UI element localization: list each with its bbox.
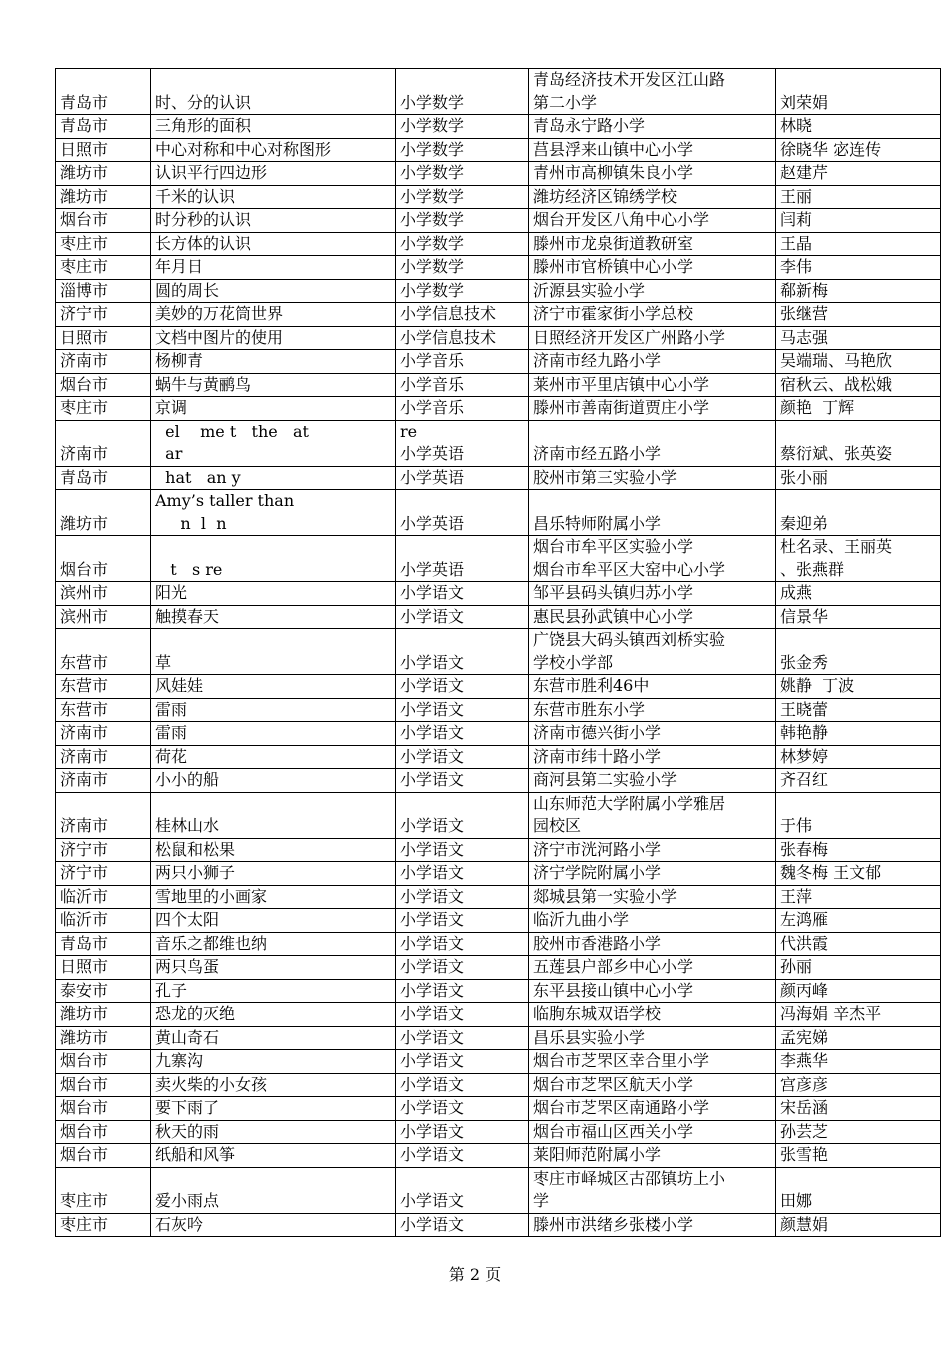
city-cell: 济南市: [56, 722, 151, 746]
table-row: [56, 536, 941, 582]
city-cell: 烟台市: [56, 1120, 151, 1144]
school-cell: 山东师范大学附属小学雅居 园校区: [529, 792, 776, 838]
city-cell: 日照市: [56, 138, 151, 162]
lesson-title-cell: 触摸春天: [151, 605, 396, 629]
school-cell: 莱州市平里店镇中心小学: [529, 373, 776, 397]
table-row: [56, 162, 941, 186]
table-row: [56, 1003, 941, 1027]
subject-cell: 小学音乐: [396, 397, 529, 421]
lesson-title-cell: 认识平行四边形: [151, 162, 396, 186]
table-row: [56, 1167, 941, 1213]
lesson-title-cell: 三角形的面积: [151, 115, 396, 139]
table-row: [56, 209, 941, 233]
subject-cell: 小学语文: [396, 1120, 529, 1144]
lesson-title-cell: 桂林山水: [151, 792, 396, 838]
table-row: [56, 1097, 941, 1121]
page-footer: 第 2 页: [448, 1265, 502, 1284]
city-cell: 济南市: [56, 769, 151, 793]
school-cell: 潍坊经济区锦绣学校: [529, 185, 776, 209]
table-row: [56, 490, 941, 536]
teacher-cell: 马志强: [776, 326, 941, 350]
lesson-title-cell: 阳光: [151, 582, 396, 606]
subject-cell: 小学数学: [396, 279, 529, 303]
table-row: [56, 629, 941, 675]
city-cell: 滨州市: [56, 582, 151, 606]
teacher-cell: 颜艳 丁辉: [776, 397, 941, 421]
subject-cell: 小学数学: [396, 232, 529, 256]
table-row: [56, 115, 941, 139]
lesson-title-cell: 雷雨: [151, 722, 396, 746]
teacher-cell: 颜慧娟: [776, 1213, 941, 1237]
lesson-title-cell: hat an y: [151, 466, 396, 490]
table-row: [56, 185, 941, 209]
school-cell: 郯城县第一实验小学: [529, 885, 776, 909]
lesson-title-cell: 风娃娃: [151, 675, 396, 699]
teacher-cell: 张雪艳: [776, 1144, 941, 1168]
data-table: [55, 68, 941, 1237]
city-cell: 济宁市: [56, 838, 151, 862]
city-cell: 烟台市: [56, 209, 151, 233]
subject-cell: 小学信息技术: [396, 303, 529, 327]
city-cell: 青岛市: [56, 69, 151, 115]
teacher-cell: 颜丙峰: [776, 979, 941, 1003]
teacher-cell: 宿秋云、战松娥: [776, 373, 941, 397]
subject-cell: 小学信息技术: [396, 326, 529, 350]
school-cell: 烟台市福山区西关小学: [529, 1120, 776, 1144]
school-cell: 青岛永宁路小学: [529, 115, 776, 139]
teacher-cell: 李伟: [776, 256, 941, 280]
lesson-title-cell: 雷雨: [151, 698, 396, 722]
lesson-title-cell: 恐龙的灭绝: [151, 1003, 396, 1027]
lesson-title-cell: 小小的船: [151, 769, 396, 793]
table-row: [56, 232, 941, 256]
city-cell: 泰安市: [56, 979, 151, 1003]
subject-cell: 小学语文: [396, 979, 529, 1003]
school-cell: 沂源县实验小学: [529, 279, 776, 303]
table-row: [56, 582, 941, 606]
subject-cell: 小学语文: [396, 582, 529, 606]
teacher-cell: 吴端瑞、马艳欣: [776, 350, 941, 374]
table-row: [56, 1213, 941, 1237]
subject-cell: re 小学英语: [396, 420, 529, 466]
table-row: [56, 675, 941, 699]
lesson-title-cell: 爱小雨点: [151, 1167, 396, 1213]
subject-cell: 小学语文: [396, 885, 529, 909]
city-cell: 枣庄市: [56, 1167, 151, 1213]
subject-cell: 小学数学: [396, 69, 529, 115]
lesson-title-cell: 文档中图片的使用: [151, 326, 396, 350]
table-row: [56, 862, 941, 886]
table-row: [56, 769, 941, 793]
table-row: [56, 466, 941, 490]
teacher-cell: 孟宪娣: [776, 1026, 941, 1050]
teacher-cell: 冯海娟 辛杰平: [776, 1003, 941, 1027]
table-row: [56, 69, 941, 115]
city-cell: 潍坊市: [56, 1026, 151, 1050]
city-cell: 烟台市: [56, 373, 151, 397]
table-row: [56, 1050, 941, 1074]
city-cell: 济宁市: [56, 303, 151, 327]
teacher-cell: 田娜: [776, 1167, 941, 1213]
lesson-title-cell: 草: [151, 629, 396, 675]
school-cell: 济南市经九路小学: [529, 350, 776, 374]
school-cell: 烟台市芝罘区航天小学: [529, 1073, 776, 1097]
subject-cell: 小学音乐: [396, 373, 529, 397]
subject-cell: 小学语文: [396, 1073, 529, 1097]
school-cell: 济宁市洸河路小学: [529, 838, 776, 862]
teacher-cell: 刘荣娟: [776, 69, 941, 115]
subject-cell: 小学数学: [396, 138, 529, 162]
lesson-title-cell: 长方体的认识: [151, 232, 396, 256]
table-row: [56, 303, 941, 327]
school-cell: 枣庄市峄城区古邵镇坊上小 学: [529, 1167, 776, 1213]
school-cell: 滕州市龙泉街道教研室: [529, 232, 776, 256]
lesson-title-cell: 孔子: [151, 979, 396, 1003]
lesson-title-cell: el me t the at ar: [151, 420, 396, 466]
table-row: [56, 138, 941, 162]
school-cell: 烟台市芝罘区南通路小学: [529, 1097, 776, 1121]
lesson-title-cell: 要下雨了: [151, 1097, 396, 1121]
teacher-cell: 张金秀: [776, 629, 941, 675]
school-cell: 济宁学院附属小学: [529, 862, 776, 886]
subject-cell: 小学语文: [396, 956, 529, 980]
subject-cell: 小学语文: [396, 1003, 529, 1027]
subject-cell: 小学语文: [396, 675, 529, 699]
school-cell: 日照经济开发区广州路小学: [529, 326, 776, 350]
table-row: [56, 1144, 941, 1168]
subject-cell: 小学语文: [396, 1167, 529, 1213]
lesson-title-cell: 蜗牛与黄鹂鸟: [151, 373, 396, 397]
teacher-cell: 张春梅: [776, 838, 941, 862]
teacher-cell: 徐晓华 宓连传: [776, 138, 941, 162]
teacher-cell: 于伟: [776, 792, 941, 838]
city-cell: 枣庄市: [56, 1213, 151, 1237]
subject-cell: 小学语文: [396, 1213, 529, 1237]
table-row: [56, 698, 941, 722]
table-row: [56, 1073, 941, 1097]
school-cell: 五莲县户部乡中心小学: [529, 956, 776, 980]
lesson-title-cell: 美妙的万花筒世界: [151, 303, 396, 327]
lesson-title-cell: 中心对称和中心对称图形: [151, 138, 396, 162]
city-cell: 潍坊市: [56, 162, 151, 186]
teacher-cell: 赵建芹: [776, 162, 941, 186]
table-row: [56, 979, 941, 1003]
teacher-cell: 宫彦彦: [776, 1073, 941, 1097]
subject-cell: 小学英语: [396, 490, 529, 536]
table-row: [56, 605, 941, 629]
teacher-cell: 秦迎弟: [776, 490, 941, 536]
city-cell: 潍坊市: [56, 185, 151, 209]
table-row: [56, 1026, 941, 1050]
table-row: [56, 838, 941, 862]
city-cell: 烟台市: [56, 1144, 151, 1168]
city-cell: 枣庄市: [56, 232, 151, 256]
subject-cell: 小学数学: [396, 209, 529, 233]
subject-cell: 小学英语: [396, 466, 529, 490]
city-cell: 滨州市: [56, 605, 151, 629]
lesson-title-cell: 荷花: [151, 745, 396, 769]
table-row: [56, 373, 941, 397]
lesson-title-cell: 千米的认识: [151, 185, 396, 209]
school-cell: 滕州市善南街道贾庄小学: [529, 397, 776, 421]
teacher-cell: 韩艳静: [776, 722, 941, 746]
school-cell: 昌乐县实验小学: [529, 1026, 776, 1050]
teacher-cell: 林晓: [776, 115, 941, 139]
city-cell: 济南市: [56, 350, 151, 374]
school-cell: 东平县接山镇中心小学: [529, 979, 776, 1003]
city-cell: 潍坊市: [56, 490, 151, 536]
teacher-cell: 杜名录、王丽英 、张燕群: [776, 536, 941, 582]
lesson-title-cell: 黄山奇石: [151, 1026, 396, 1050]
city-cell: 东营市: [56, 675, 151, 699]
lesson-title-cell: 时分秒的认识: [151, 209, 396, 233]
city-cell: 济宁市: [56, 862, 151, 886]
teacher-cell: 代洪霞: [776, 932, 941, 956]
teacher-cell: 孙芸芝: [776, 1120, 941, 1144]
subject-cell: 小学语文: [396, 698, 529, 722]
lesson-title-cell: 卖火柴的小女孩: [151, 1073, 396, 1097]
teacher-cell: 张小丽: [776, 466, 941, 490]
subject-cell: 小学语文: [396, 792, 529, 838]
city-cell: 临沂市: [56, 885, 151, 909]
table-row: [56, 792, 941, 838]
school-cell: 烟台开发区八角中心小学: [529, 209, 776, 233]
city-cell: 日照市: [56, 326, 151, 350]
city-cell: 济南市: [56, 792, 151, 838]
lesson-title-cell: 音乐之都维也纳: [151, 932, 396, 956]
lesson-title-cell: 时、分的认识: [151, 69, 396, 115]
subject-cell: 小学语文: [396, 1050, 529, 1074]
city-cell: 枣庄市: [56, 256, 151, 280]
school-cell: 烟台市牟平区实验小学 烟台市牟平区大窑中心小学: [529, 536, 776, 582]
subject-cell: 小学语文: [396, 629, 529, 675]
table-row: [56, 420, 941, 466]
school-cell: 济南市纬十路小学: [529, 745, 776, 769]
teacher-cell: 蔡衍斌、张英姿: [776, 420, 941, 466]
subject-cell: 小学数学: [396, 162, 529, 186]
table-row: [56, 1120, 941, 1144]
teacher-cell: 信景华: [776, 605, 941, 629]
teacher-cell: 魏冬梅 王文郁: [776, 862, 941, 886]
subject-cell: 小学语文: [396, 1144, 529, 1168]
school-cell: 胶州市香港路小学: [529, 932, 776, 956]
subject-cell: 小学语文: [396, 1097, 529, 1121]
city-cell: 淄博市: [56, 279, 151, 303]
lesson-title-cell: 纸船和风筝: [151, 1144, 396, 1168]
school-cell: 商河县第二实验小学: [529, 769, 776, 793]
table-row: [56, 350, 941, 374]
city-cell: 济南市: [56, 745, 151, 769]
subject-cell: 小学语文: [396, 909, 529, 933]
teacher-cell: 王丽: [776, 185, 941, 209]
city-cell: 东营市: [56, 698, 151, 722]
table-row: [56, 256, 941, 280]
teacher-cell: 姚静 丁波: [776, 675, 941, 699]
teacher-cell: 郗新梅: [776, 279, 941, 303]
subject-cell: 小学语文: [396, 605, 529, 629]
lesson-title-cell: t s re: [151, 536, 396, 582]
lesson-title-cell: Amy’s taller than n l n: [151, 490, 396, 536]
teacher-cell: 王晶: [776, 232, 941, 256]
table-body: [56, 69, 941, 1237]
teacher-cell: 齐召红: [776, 769, 941, 793]
teacher-cell: 林梦婷: [776, 745, 941, 769]
teacher-cell: 张继营: [776, 303, 941, 327]
city-cell: 烟台市: [56, 1073, 151, 1097]
subject-cell: 小学语文: [396, 1026, 529, 1050]
subject-cell: 小学语文: [396, 745, 529, 769]
school-cell: 青岛经济技术开发区江山路 第二小学: [529, 69, 776, 115]
lesson-title-cell: 京调: [151, 397, 396, 421]
city-cell: 枣庄市: [56, 397, 151, 421]
table-row: [56, 279, 941, 303]
subject-cell: 小学语文: [396, 838, 529, 862]
lesson-title-cell: 两只小狮子: [151, 862, 396, 886]
teacher-cell: 成燕: [776, 582, 941, 606]
school-cell: 邹平县码头镇归苏小学: [529, 582, 776, 606]
subject-cell: 小学语文: [396, 862, 529, 886]
table-row: [56, 722, 941, 746]
school-cell: 昌乐特师附属小学: [529, 490, 776, 536]
table-row: [56, 326, 941, 350]
subject-cell: 小学数学: [396, 115, 529, 139]
school-cell: 临沂九曲小学: [529, 909, 776, 933]
table-row: [56, 932, 941, 956]
teacher-cell: 闫莉: [776, 209, 941, 233]
lesson-title-cell: 雪地里的小画家: [151, 885, 396, 909]
subject-cell: 小学数学: [396, 185, 529, 209]
city-cell: 青岛市: [56, 115, 151, 139]
teacher-cell: 左鸿雁: [776, 909, 941, 933]
city-cell: 临沂市: [56, 909, 151, 933]
city-cell: 青岛市: [56, 466, 151, 490]
subject-cell: 小学语文: [396, 722, 529, 746]
subject-cell: 小学音乐: [396, 350, 529, 374]
table-row: [56, 956, 941, 980]
teacher-cell: 王萍: [776, 885, 941, 909]
lesson-title-cell: 两只鸟蛋: [151, 956, 396, 980]
school-cell: 东营市胜东小学: [529, 698, 776, 722]
subject-cell: 小学英语: [396, 536, 529, 582]
city-cell: 济南市: [56, 420, 151, 466]
teacher-cell: 王晓蕾: [776, 698, 941, 722]
table-row: [56, 885, 941, 909]
school-cell: 青州市高柳镇朱良小学: [529, 162, 776, 186]
city-cell: 青岛市: [56, 932, 151, 956]
school-cell: 胶州市第三实验小学: [529, 466, 776, 490]
lesson-title-cell: 圆的周长: [151, 279, 396, 303]
city-cell: 烟台市: [56, 536, 151, 582]
subject-cell: 小学语文: [396, 769, 529, 793]
city-cell: 东营市: [56, 629, 151, 675]
school-cell: 烟台市芝罘区幸合里小学: [529, 1050, 776, 1074]
teacher-cell: 李燕华: [776, 1050, 941, 1074]
lesson-title-cell: 杨柳青: [151, 350, 396, 374]
table-row: [56, 909, 941, 933]
city-cell: 烟台市: [56, 1050, 151, 1074]
lesson-title-cell: 九寨沟: [151, 1050, 396, 1074]
school-cell: 广饶县大码头镇西刘桥实验 学校小学部: [529, 629, 776, 675]
lesson-title-cell: 松鼠和松果: [151, 838, 396, 862]
lesson-title-cell: 四个太阳: [151, 909, 396, 933]
teacher-cell: 宋岳涵: [776, 1097, 941, 1121]
city-cell: 烟台市: [56, 1097, 151, 1121]
school-cell: 临朐东城双语学校: [529, 1003, 776, 1027]
subject-cell: 小学数学: [396, 256, 529, 280]
school-cell: 莒县浮来山镇中心小学: [529, 138, 776, 162]
school-cell: 滕州市洪绪乡张楼小学: [529, 1213, 776, 1237]
lesson-title-cell: 秋天的雨: [151, 1120, 396, 1144]
school-cell: 东营市胜利46中: [529, 675, 776, 699]
city-cell: 潍坊市: [56, 1003, 151, 1027]
school-cell: 莱阳师范附属小学: [529, 1144, 776, 1168]
lesson-title-cell: 石灰吟: [151, 1213, 396, 1237]
table-row: [56, 745, 941, 769]
school-cell: 济南市经五路小学: [529, 420, 776, 466]
school-cell: 惠民县孙武镇中心小学: [529, 605, 776, 629]
city-cell: 日照市: [56, 956, 151, 980]
school-cell: 济南市德兴街小学: [529, 722, 776, 746]
lesson-title-cell: 年月日: [151, 256, 396, 280]
teacher-cell: 孙丽: [776, 956, 941, 980]
table-row: [56, 397, 941, 421]
school-cell: 济宁市霍家街小学总校: [529, 303, 776, 327]
school-cell: 滕州市官桥镇中心小学: [529, 256, 776, 280]
subject-cell: 小学语文: [396, 932, 529, 956]
